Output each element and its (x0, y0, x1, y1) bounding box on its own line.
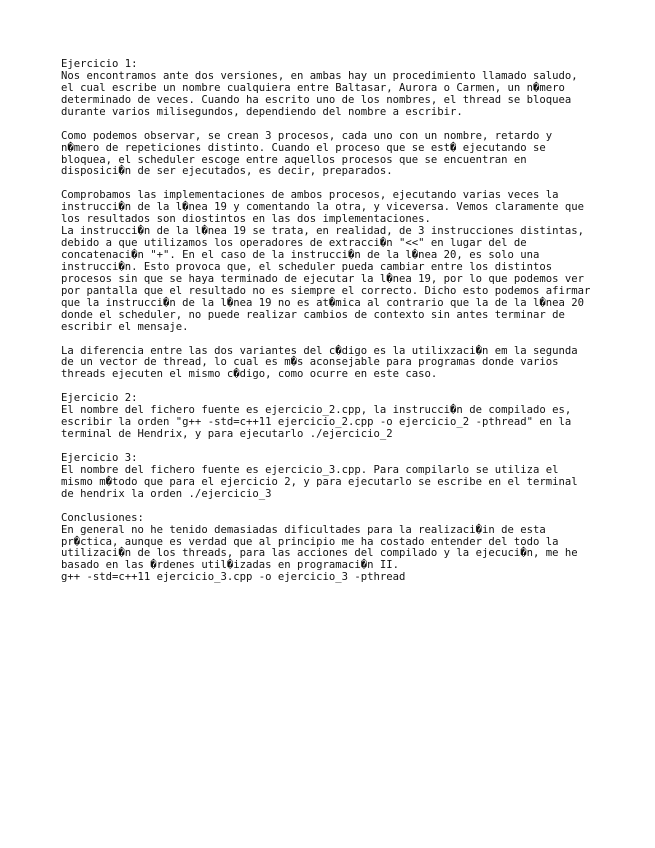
text-line: instrucci�n de la l�nea 19 y comentando la otra, y viceversa. Vemos claramente que (61, 201, 584, 214)
text-line: debido a que utilizamos los operadores de extracci�n "<<" en lugar del de (61, 237, 527, 250)
text-line: los resultados son diostintos en las dos implementaciones. (61, 213, 431, 226)
text-line: que la instrucci�n de la l�nea 19 no es at�mica al contrario que la de la l�nea 20 (61, 296, 584, 309)
text-line (61, 119, 641, 131)
text-line: n�mero de repeticiones distinto. Cuando el proceso que se est� ejecutando se (61, 141, 546, 154)
text-line (61, 334, 641, 346)
text-line: pr�ctica, aunque es verdad que al principio me ha costado entender del todo la (61, 535, 559, 548)
text-line: Nos encontramos ante dos versiones, en ambas hay un procedimiento llamado saludo, (61, 69, 578, 82)
text-line: threads ejecuten el mismo c�digo, como ocurre en este caso. (61, 368, 438, 381)
text-line: Conclusiones: (61, 511, 144, 524)
text-line: el cual escribe un nombre cualquiera entre Baltasar, Aurora o Carmen, un n�mero (61, 81, 565, 94)
text-line: Ejercicio 3: (61, 451, 138, 464)
text-line: La instrucci�n de la l�nea 19 se trata, en realidad, de 3 instrucciones distintas, (61, 225, 584, 238)
text-line: de un vector de thread, lo cual es m�s aconsejable para programas donde varios (61, 356, 559, 369)
text-line: durante varios milisegundos, dependiendo del nombre a escribir. (61, 105, 463, 118)
text-line: procesos sin que se haya terminado de ejecutar la l�nea 19, por lo que podemos ver (61, 272, 584, 285)
text-line: concatenaci�n "+". En el caso de la instrucci�n de la l�nea 20, es solo una (61, 249, 540, 261)
text-line: escribir el mensaje. (61, 320, 189, 333)
text-line: En general no he tenido demasiadas dificultades para la realizaci�in de esta (61, 523, 546, 536)
text-line (61, 501, 641, 513)
text-line (61, 381, 641, 393)
text-line: Como podemos observar, se crean 3 procesos, cada uno con un nombre, retardo y (61, 129, 553, 142)
text-line: escribir la orden "g++ -std=c++11 ejercicio_2.cpp -o ejercicio_2 -pthread" en la (61, 416, 572, 429)
text-line: disposici�n de ser ejecutados, es decir, preparados. (61, 165, 393, 178)
text-line: g++ -std=c++11 ejercicio_3.cpp -o ejercicio_3 -pthread (61, 571, 406, 584)
text-line: Ejercicio 1: (61, 58, 138, 70)
text-line: El nombre del fichero fuente es ejercicio_2.cpp, la instrucci�n de compilado es, (61, 404, 572, 417)
document-text (61, 59, 641, 584)
text-line (61, 441, 641, 453)
text-line: El nombre del fichero fuente es ejercicio_3.cpp. Para compilarlo se utiliza el (61, 463, 559, 476)
text-line: Comprobamos las implementaciones de ambos procesos, ejecutando varias veces la (61, 189, 559, 202)
text-line: instrucci�n. Esto provoca que, el scheduler pueda cambiar entre los distintos (61, 260, 553, 273)
text-line: utilizaci�n de los threads, para las acciones del compilado y la ejecuci�n, me he (61, 547, 578, 560)
text-line: Ejercicio 2: (61, 392, 138, 405)
text-line: basado en las �rdenes util�izadas en programaci�n II. (61, 559, 400, 572)
text-line: terminal de Hendrix, y para ejecutarlo ./ejercicio_2 (61, 428, 393, 441)
text-line: determinado de veces. Cuando ha escrito uno de los nombres, el thread se bloquea (61, 93, 572, 106)
text-line: mismo m�todo que para el ejercicio 2, y para ejecutarlo se escribe en el terminal (61, 475, 578, 488)
text-line: de hendrix la orden ./ejercicio_3 (61, 487, 272, 500)
text-line: donde el scheduler, no puede realizar cambios de contexto sin antes terminar de (61, 308, 565, 321)
text-line: por pantalla que el resultado no es siempre el correcto. Dicho esto podemos afirmar (61, 284, 591, 297)
text-line: bloquea, el scheduler escoge entre aquellos procesos que se encuentran en (61, 153, 527, 166)
text-line: La diferencia entre las dos variantes del c�digo es la utilixzaci�n em la segunda (61, 344, 578, 357)
